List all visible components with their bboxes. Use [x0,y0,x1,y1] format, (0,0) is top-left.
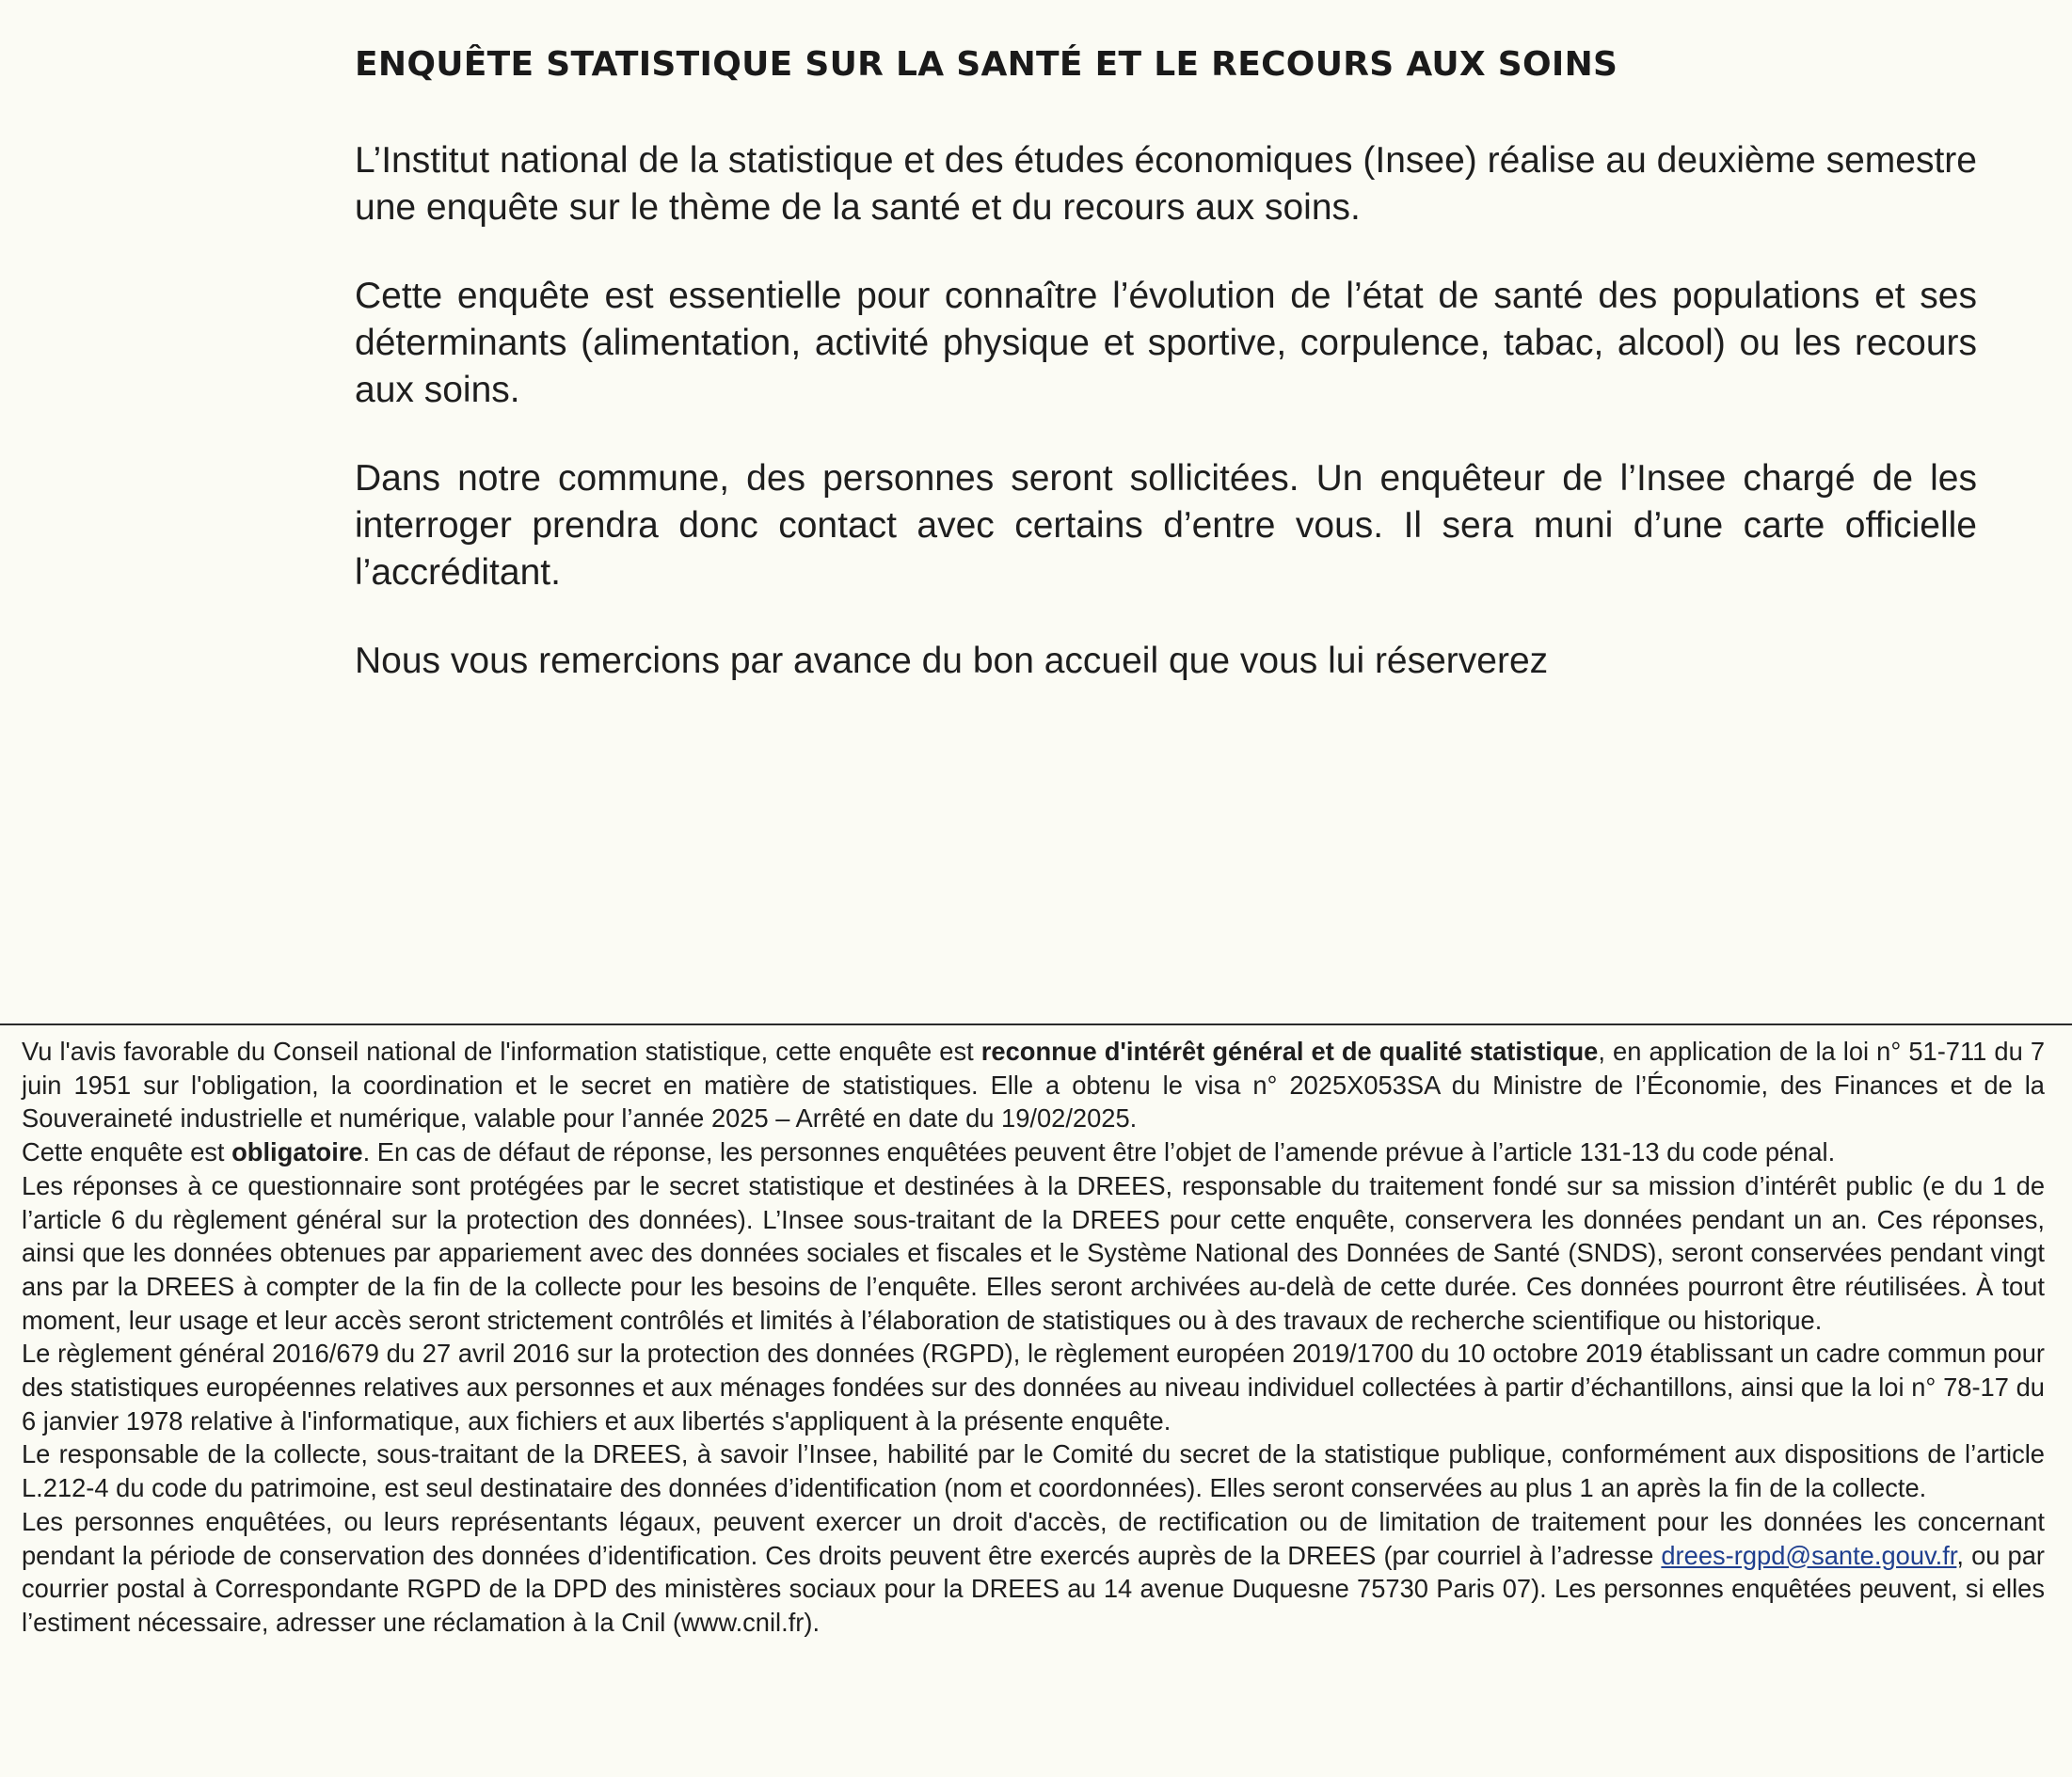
legal-approval-text-end: , en application de la loi n° 51-711 du 7 juin 1951 sur l'obligation, la coordination et le secret en matière de statistiques. Elle a obtenu le visa n° 2025X053SA du Ministre de l’Économie, des Finances et de la Souveraineté industrielle et numérique, valable pour l’année 2025 – Arrêté en date du 19/02/2025. [22,1037,2046,1134]
section-divider [0,1023,2072,1025]
notice-paragraph-purpose: Cette enquête est essentielle pour connaître l’évolution de l’état de santé des populations et ses déterminants (alimentation, activité physique et sportive, corpulence, tabac, alcool) ou les recours aux soins. [355,276,1977,410]
legal-paragraph-regulation: Le règlement général 2016/679 du 27 avril 2016 sur la protection des données (RGPD), le règlement européen 2019/1700 du 10 octobre 2019 établissant un cadre commun pour des statistiques européennes relatives aux personnes et aux ménages fondées sur des données au niveau individuel collectées à partir d’échantillons, ainsi que la loi n° 78-17 du 6 janvier 1978 relative à l'informatique, aux fichiers et aux libertés s'appliquent à la présente enquête. [22,1339,2045,1436]
legal-paragraph-approval [22,1035,2045,1135]
contact-email-link[interactable]: drees-rgpd@sante.gouv.fr [1661,1540,1957,1570]
notice-body [355,137,1977,726]
legal-paragraph-confidentiality: Les réponses à ce questionnaire sont protégées par le secret statistique et destinées à la DREES, responsable du traitement fondé sur sa mission d’intérêt public (e du 1 de l’article 6 du règlement général sur la protection des données). L’Insee sous-traitant de la DREES pour cette enquête, conservera les données pendant un an. Ces réponses, ainsi que les données obtenues par appariement avec des données sociales et fiscales et le Système National des Données de Santé (SNDS), seront conservées pendant vingt ans par la DREES à compter de la fin de la collecte pour les besoins de l’enquête. Elles seront archivées au-delà de cette durée. Ces données pourront être réutilisées. À tout moment, leur usage et leur accès seront strictement contrôlés et limités à l’élaboration de statistiques ou à des travaux de recherche scientifique ou historique. [22,1170,2045,1335]
legal-rights-text-start: Les personnes enquêtées, ou leurs représentants légaux, peuvent exercer un droit d'accès, de rectification ou de limitation de traitement pour les données les concernant pendant la période de conservation des données d’identification. Ces droits peuvent être exercés auprès de la DREES (par courriel à l’adresse [22,1506,2045,1570]
legal-paragraph-obligation [22,1135,2045,1169]
legal-approval-bold: reconnue d'intérêt général et de qualité statistique [980,1037,1599,1066]
legal-approval-text-start: Vu l'avis favorable du Conseil national de l'information statistique, cette enquête est [22,1037,981,1066]
legal-obligation-bold: obligatoire [231,1137,363,1167]
legal-obligation-text-start: Cette enquête est [22,1137,232,1167]
notice-paragraph-thanks: Nous vous remercions par avance du bon accueil que vous lui réserverez [355,641,1549,681]
legal-rights-text-end: , ou par courrier postal à Correspondante RGPD de la DPD des ministères sociaux pour la DREES au 14 avenue Duquesne 75730 Paris 07). Les personnes enquêtées peuvent, si elles l’estiment nécessaire, adresser une réclamation à la Cnil (www.cnil.fr). [22,1540,2045,1637]
legal-paragraph-rights [22,1505,2045,1640]
legal-notice [22,1035,2045,1640]
legal-paragraph-collection: Le responsable de la collecte, sous-traitant de la DREES, à savoir l’Insee, habilité par le Comité du secret de la statistique publique, conformément aux dispositions de l’article L.212-4 du code du patrimoine, est seul destinataire des données d’identification (nom et coordonnées). Elles seront conservées au plus 1 an après la fin de la collecte. [22,1439,2045,1503]
notice-paragraph-contact: Dans notre commune, des personnes seront sollicitées. Un enquêteur de l’Insee chargé de les interroger prendra donc contact avec certains d’entre vous. Il sera muni d’une carte officielle l’accréditant. [355,458,1977,593]
notice-title: ENQUÊTE STATISTIQUE SUR LA SANTÉ ET LE RECOURS AUX SOINS [355,45,1618,84]
notice-paragraph-intro: L’Institut national de la statistique et des études économiques (Insee) réalise au deuxième semestre une enquête sur le thème de la santé et du recours aux soins. [355,140,1977,228]
legal-obligation-text-end: . En cas de défaut de réponse, les personnes enquêtées peuvent être l’objet de l’amende prévue à l’article 131-13 du code pénal. [362,1137,1836,1167]
